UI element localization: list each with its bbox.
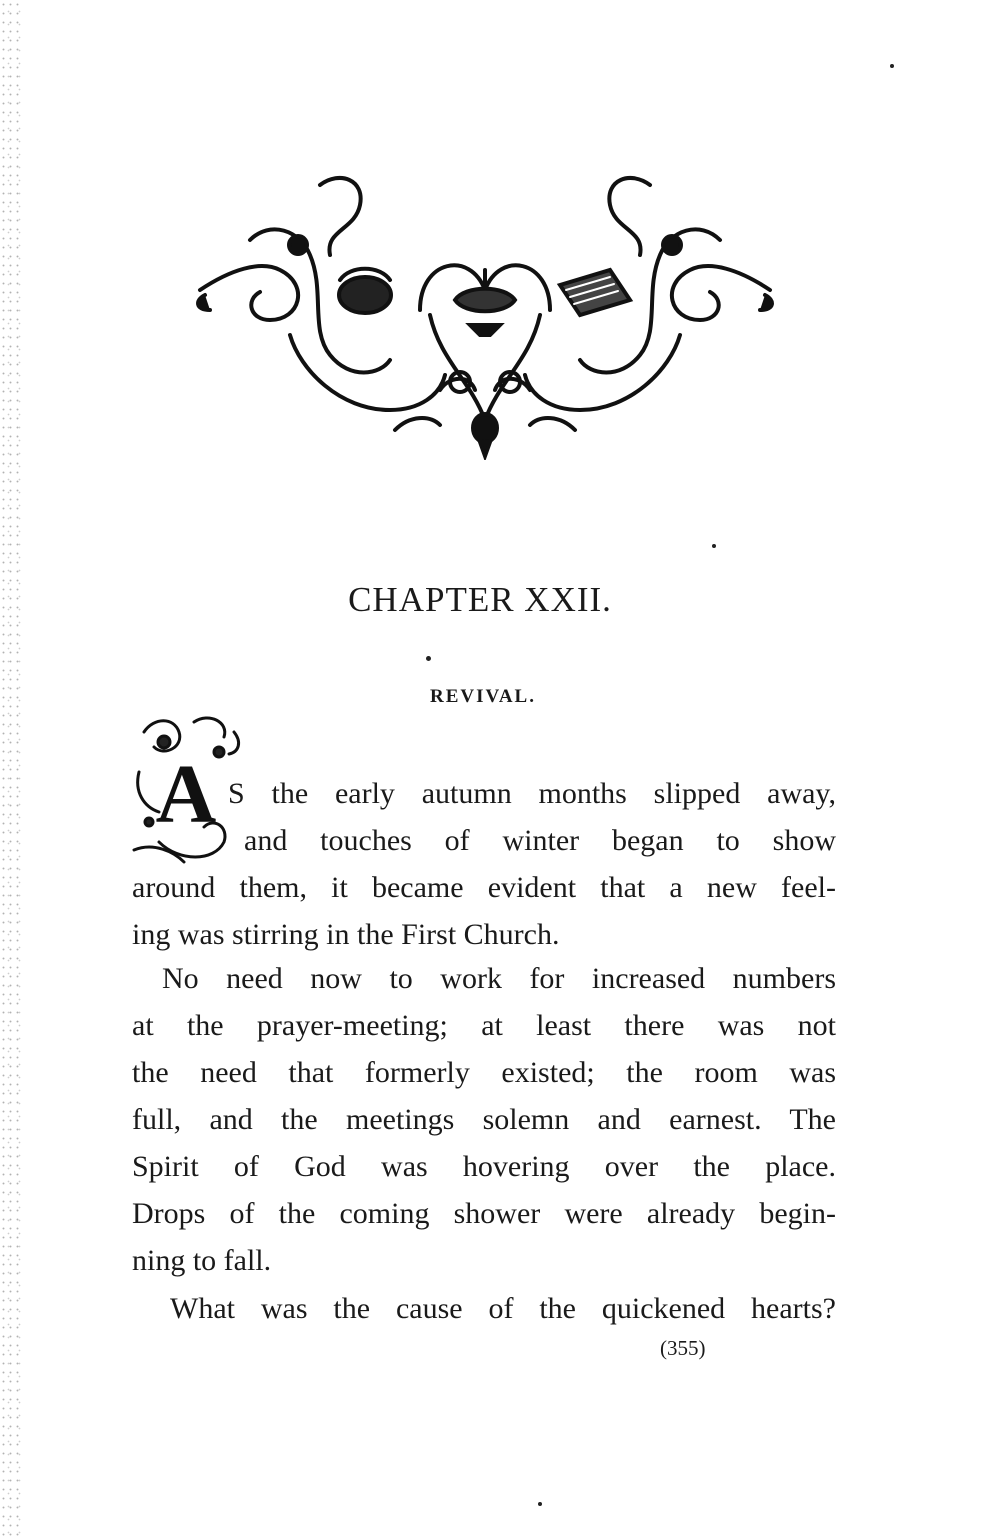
paragraph-2 <box>132 955 836 1284</box>
scanned-page-edge <box>0 0 22 1538</box>
section-title: REVIVAL. <box>430 686 536 707</box>
paragraph-3 <box>132 1285 836 1332</box>
paragraph-1 <box>132 770 836 958</box>
text-line: ning to fall. <box>132 1244 272 1277</box>
ink-speck <box>426 656 431 661</box>
ink-speck <box>538 1502 542 1506</box>
headpiece-ornament <box>190 160 780 460</box>
text-line: Spirit of God was hovering over the place. <box>132 1150 836 1183</box>
text-line: S the early autumn months slipped away, <box>228 777 836 810</box>
text-line: the need that formerly existed; the room was <box>132 1056 836 1089</box>
text-line: ing was stirring in the First Church. <box>132 918 560 951</box>
text-line: and touches of winter began to show <box>244 824 836 857</box>
chapter-title: CHAPTER XXII. <box>348 580 612 619</box>
drop-cap-letter: A <box>155 748 217 841</box>
text-line: Drops of the coming shower were already begin- <box>132 1197 836 1230</box>
text-line: around them, it became evident that a new feel- <box>132 871 836 904</box>
page-number: (355) <box>660 1336 706 1360</box>
ink-speck <box>890 64 894 68</box>
text-line: No need now to work for increased numbers <box>162 962 836 995</box>
text-line: What was the cause of the quickened hearts? <box>170 1292 836 1325</box>
text-line: full, and the meetings solemn and earnest. The <box>132 1103 836 1136</box>
ink-speck <box>712 544 716 548</box>
text-line: at the prayer-meeting; at least there was not <box>132 1009 836 1042</box>
